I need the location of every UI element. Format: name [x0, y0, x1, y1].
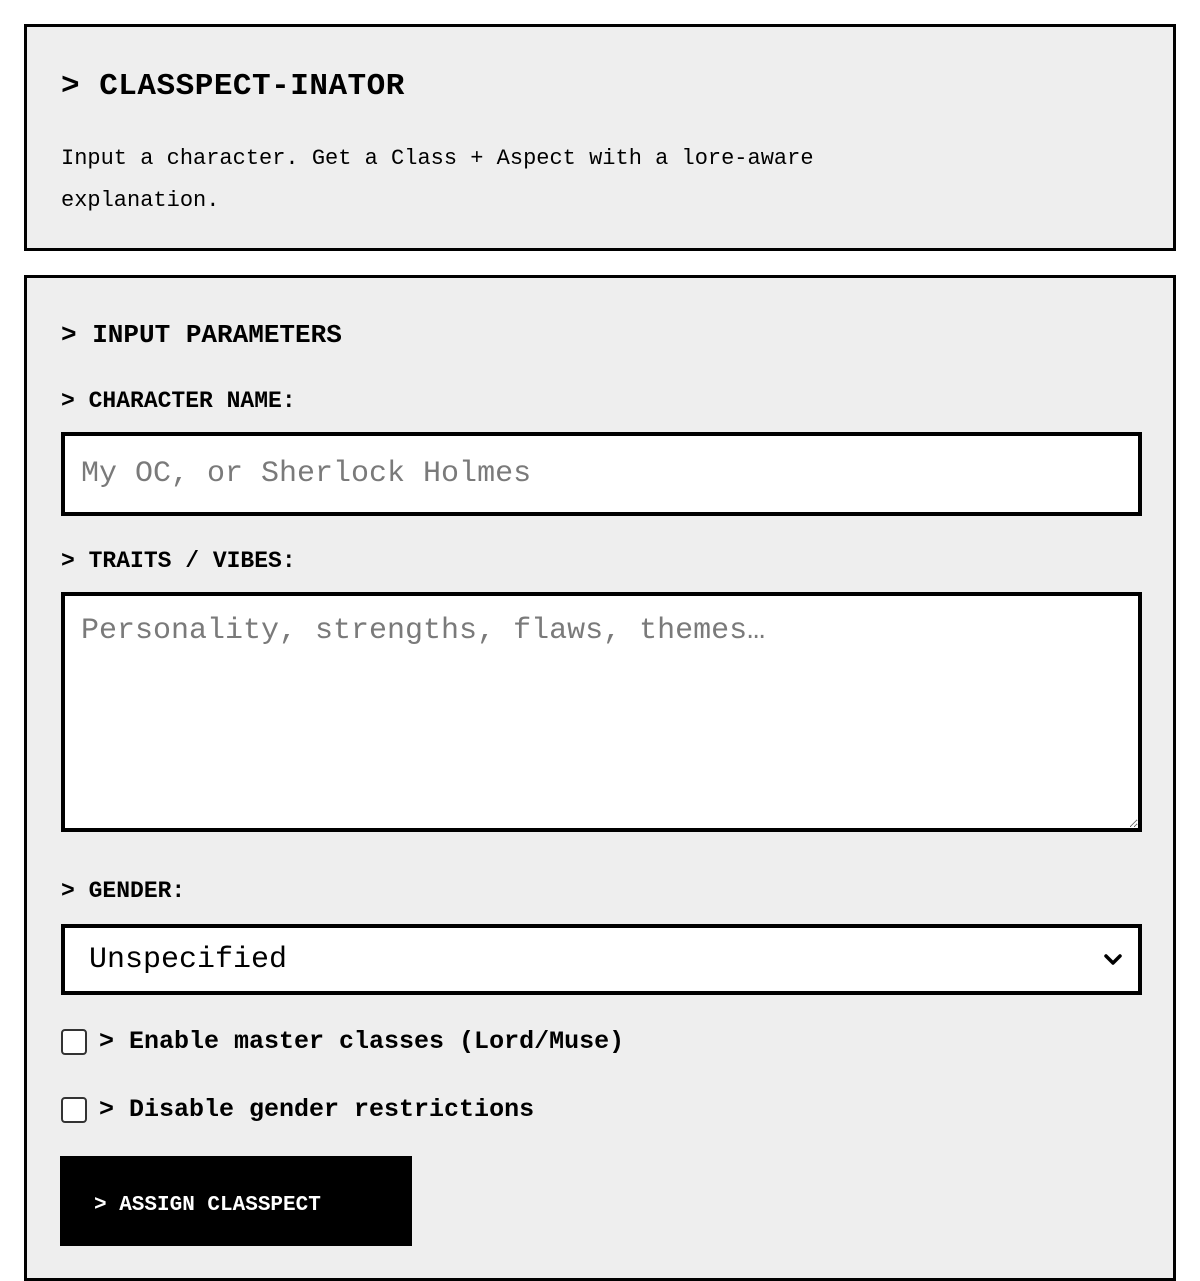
chevron-down-icon	[1102, 948, 1124, 970]
input-parameters-panel	[24, 275, 1176, 1281]
gender-label: > GENDER:	[61, 878, 186, 904]
gender-restrictions-checkbox[interactable]	[61, 1097, 87, 1123]
master-classes-option[interactable]	[61, 1027, 624, 1056]
assign-classpect-button[interactable]: > ASSIGN CLASSPECT	[60, 1156, 412, 1246]
character-name-input[interactable]	[61, 432, 1142, 516]
header-panel	[24, 24, 1176, 251]
gender-restrictions-option[interactable]	[61, 1095, 534, 1124]
traits-textarea[interactable]	[61, 592, 1142, 832]
character-name-label: > CHARACTER NAME:	[61, 388, 296, 414]
gender-select[interactable]	[61, 924, 1142, 995]
page-subtitle: Input a character. Get a Class + Aspect with a lore-aware explanation.	[61, 146, 814, 213]
gender-restrictions-label[interactable]: > Disable gender restrictions	[99, 1095, 535, 1124]
section-title: > INPUT PARAMETERS	[61, 320, 342, 350]
master-classes-checkbox[interactable]	[61, 1029, 87, 1055]
page-title: > CLASSPECT-INATOR	[61, 69, 405, 104]
master-classes-label[interactable]: > Enable master classes (Lord/Muse)	[99, 1027, 625, 1056]
gender-select-value: Unspecified	[89, 942, 288, 977]
traits-label: > TRAITS / VIBES:	[61, 548, 296, 574]
